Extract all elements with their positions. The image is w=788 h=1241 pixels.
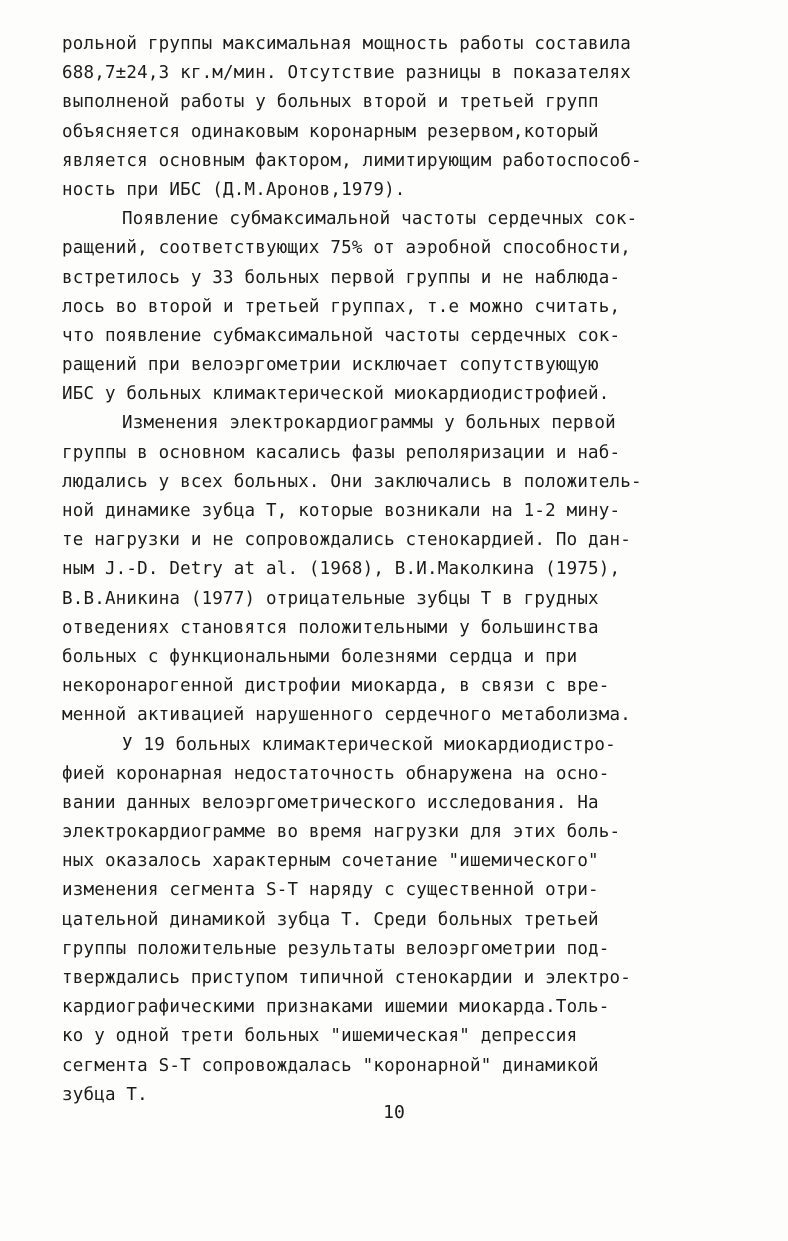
text-line: выполненой работы у больных второй и третьей групп — [62, 92, 599, 113]
text-line: ность при ИБС (Д.М.Аронов,1979). — [62, 179, 406, 200]
text-line: тверждались приступом типичной стенокардии и электро- — [62, 968, 632, 988]
text-line: ращений при велоэргометрии исключает сопутствующую — [62, 355, 599, 376]
text-line: зубца Т. — [62, 1084, 148, 1105]
text-line: цательной динамикой зубца Т. Среди больных третьей — [62, 909, 599, 930]
paragraph-first-line: Появление субмаксимальной частоты сердечных сок- — [122, 209, 638, 230]
text-line: ращений, соответствующих 75% от аэробной способности, — [62, 238, 632, 259]
text-line: ко у одной трети больных "ишемическая" депрессия — [62, 1026, 578, 1047]
text-line: вании данных велоэргометрического исследования. На — [62, 792, 599, 813]
text-line: больных с функциональными болезнями сердца и при — [62, 646, 578, 667]
text-line: изменения сегмента S-T наряду с существенной отри- — [62, 880, 599, 901]
text-line: менной активацией нарушенного сердечного метаболизма. — [62, 705, 632, 726]
text-line: ным J.-D. Detry at al. (1968), В.И.Маколкина (1975), — [62, 559, 621, 580]
text-line: группы в основном касались фазы реполяризации и наб- — [62, 442, 621, 463]
text-line: рольной группы максимальная мощность работы составила — [62, 34, 632, 54]
text-line: фией коронарная недостаточность обнаружена на осно- — [62, 763, 610, 784]
text-line: встретилось у 33 больных первой группы и не наблюда- — [62, 267, 621, 288]
text-line: людались у всех больных. Они заключались в положитель- — [62, 471, 642, 492]
text-line: объясняется одинаковым коронарным резервом,который — [62, 121, 599, 142]
text-line: является основным фактором, лимитирующим работоспособ- — [62, 150, 642, 171]
page-number: 10 — [383, 1102, 405, 1123]
text-line: электрокардиограмме во время нагрузки для этих боль- — [62, 822, 621, 843]
text-line: сегмента S-T сопровождалась "коронарной" динамикой — [62, 1055, 599, 1076]
text-line: ной динамике зубца Т, которые возникали на 1-2 мину- — [62, 501, 621, 521]
text-line: ИБС у больных климактерической миокардиодистрофией. — [62, 384, 610, 405]
paragraph-first-line: Изменения электрокардиограммы у больных первой — [122, 413, 616, 434]
text-line: ных оказалось характерным сочетание "ишемического" — [62, 851, 599, 872]
text-line: 688,7±24,3 кг.м/мин. Отсутствие разницы в показателях — [62, 63, 632, 84]
text-line: кардиографическими признаками ишемии миокарда.Толь- — [62, 997, 610, 1018]
text-line: группы положительные результаты велоэргометрии под- — [62, 938, 610, 959]
body-text — [62, 30, 752, 1110]
text-line: отведениях становятся положительными у большинства — [62, 617, 599, 638]
paragraph-first-line: У 19 больных климактерической миокардиодистро- — [122, 734, 616, 755]
text-line: В.В.Аникина (1977) отрицательные зубцы Т в грудных — [62, 588, 599, 609]
text-line: что появление субмаксимальной частоты сердечных сок- — [62, 325, 621, 346]
text-line: лось во второй и третьей группах, т.е можно считать, — [62, 296, 621, 317]
text-line: некоронарогенной дистрофии миокарда, в связи с вре- — [62, 676, 610, 697]
text-line: те нагрузки и не сопровождались стенокардией. По дан- — [62, 530, 632, 551]
